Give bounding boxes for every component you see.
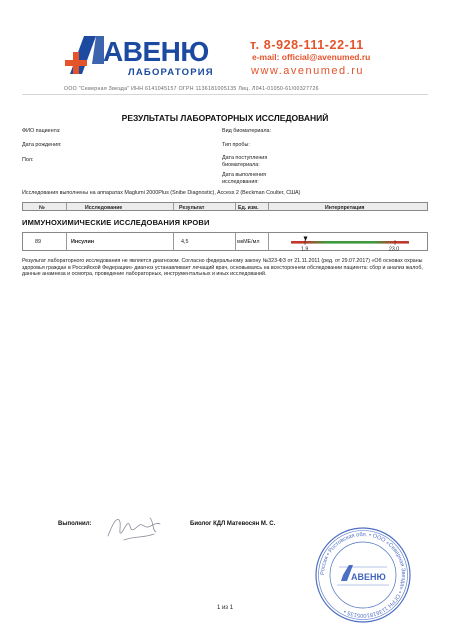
col-header-number: № (39, 204, 45, 211)
range-low-label: 1,9 (301, 246, 309, 251)
brand-name: АВЕНЮ (103, 36, 209, 67)
stamp-brand-text: АВЕНЮ (351, 572, 386, 582)
received-date-label: Дата поступления биоматериала: (222, 155, 268, 168)
page-title: РЕЗУЛЬТАТЫ ЛАБОРАТОРНЫХ ИССЛЕДОВАНИЙ (121, 113, 329, 123)
biomaterial-label: Вид биоматериала: (222, 128, 271, 134)
equipment-note: Исследования выполнены на аппаратах Maglumi 2000Plus (Snibe Diagnostic), Access 2 (Beckman Coulter, США) (22, 190, 301, 196)
col-header-unit: Ед. изм. (238, 204, 259, 211)
performed-date-label: Дата выполнения исследования: (222, 172, 266, 185)
row-test-name: Инсулин (71, 239, 95, 245)
signer-name: Биолог КДЛ Матевосян М. С. (190, 521, 276, 527)
page-counter: 1 из 1 (216, 605, 234, 611)
phone-number: т. 8-928-111-22-11 (250, 38, 364, 52)
disclaimer-text: Результат лабораторного исследования не является диагнозом. Согласно федеральному закону №323-ФЗ от 21.11.2011 (ред. от 29.07.2017) «Об основах охраны здоровья граждан в Российской Федерации» диагноз устанавливает лечащий врач, основываясь на всестороннем обследовании пациента: сбор и анализ жалоб, данные анамнеза и осмотра, проведение лабораторных, инструментальных и иных исследований. (22, 258, 423, 278)
brand-subtitle: ЛАБОРАТОРИЯ (128, 67, 214, 78)
col-header-interpretation: Интерпретация (325, 204, 365, 211)
row-unit: мкМЕ/мл (237, 239, 260, 245)
svg-text:Россия • Ростовская обл. • ООО: Россия • Ростовская обл. • ООО «Северная Звезда» • ОГРН 1136181005135 • (319, 531, 407, 619)
results-table-header (22, 202, 428, 211)
row-result: 4,5 (181, 239, 189, 245)
col-header-result: Результат (179, 204, 205, 211)
range-high-label: 23,0 (389, 246, 400, 251)
sex-label: Пол: (22, 157, 34, 163)
sample-type-label: Тип пробы: (222, 142, 250, 148)
patient-name-label: ФИО пациента: (22, 128, 61, 134)
legal-info: ООО "Северная Звезда" ИНН 6141045157 ОГРН 1136181005135 Лиц. Л041-01050-61/00327726 (64, 86, 319, 92)
gauge-value-marker (304, 237, 308, 242)
table-row (22, 232, 428, 251)
dob-label: Дата рождения: (22, 142, 62, 148)
header-divider (22, 94, 428, 95)
section-title: ИММУНОХИМИЧЕСКИЕ ИССЛЕДОВАНИЯ КРОВИ (22, 218, 210, 227)
col-header-test: Исследование (85, 204, 123, 211)
gauge-bar (291, 241, 409, 244)
performed-by-label: Выполнил: (58, 521, 92, 527)
row-number: 89 (35, 239, 41, 245)
email-address: e-mail: official@avenumed.ru (252, 52, 371, 62)
website-url: www.avenumed.ru (251, 65, 364, 77)
signature-image (104, 510, 174, 546)
reference-range-gauge (285, 234, 415, 251)
